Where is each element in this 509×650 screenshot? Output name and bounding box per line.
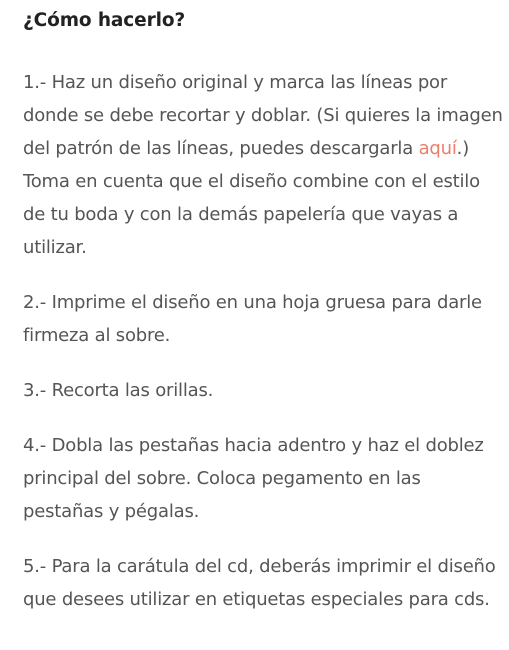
- step-1-text-before: 1.- Haz un diseño original y marca las líneas por donde se debe recortar y doblar. (Si quieres la imagen del patrón de las líneas, puedes descargarla: [23, 72, 503, 159]
- step-2: 2.- Imprime el diseño en una hoja gruesa para darle firmeza al sobre.: [23, 292, 482, 346]
- step-1-text-after: .) Toma en cuenta que el diseño combine con el estilo de tu boda y con la demás papelería que vayas a utilizar.: [23, 138, 480, 258]
- step-4: 4.- Dobla las pestañas hacia adentro y haz el doblez principal del sobre. Coloca pegamento en las pestañas y pégalas.: [23, 435, 484, 522]
- section-heading: ¿Cómo hacerlo?: [23, 10, 186, 31]
- article-content: [23, 6, 503, 638]
- step-5: 5.- Para la carátula del cd, deberás imprimir el diseño que desees utilizar en etiquetas especiales para cds.: [23, 556, 496, 610]
- step-3: 3.- Recorta las orillas.: [23, 380, 214, 401]
- step-1: [23, 66, 503, 264]
- download-pattern-link[interactable]: aquí: [418, 138, 457, 159]
